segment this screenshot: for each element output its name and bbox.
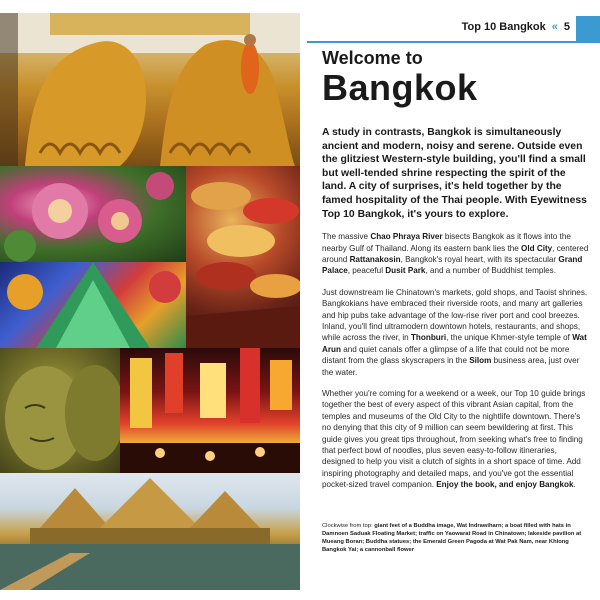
body-paragraph-2: Just downstream lie Chinatown's markets, gold shops, and Taoist shrines. Bangkokians have embraced their riverside roots, and many art galleries and hip pubs take advantage of the low-rise river port and cool breezes. Inland, you'll find ultramodern downtown hotels, restaurants, and shops, while across the river, in Thonburi, the unique Khmer-style temple of Wat Arun and quiet canals offer a glimpse of a life that could not be more distant from the glass skyscrapers in the Silom business area, just over the water.: [322, 287, 588, 377]
bold-place-name: Chao Phraya River: [370, 232, 443, 242]
buddha-feet-illustration: [0, 13, 300, 166]
bold-place-name: Silom: [469, 356, 492, 366]
flower-illustration: [0, 166, 186, 262]
page-header: [462, 21, 570, 33]
lead-paragraph: A study in contrasts, Bangkok is simultaneously ancient and modern, noisy and serene. Outside even the glitziest Western-style building, you'll find a small but well-tended shrine respecting the spirit of the land. A city of surprises, it's held together by the famed hospitality of the Thai people. With Eyewitness Top 10 Bangkok, it's yours to explore.: [322, 127, 587, 220]
pavilion-illustration: [0, 473, 300, 590]
page-number: 5: [563, 21, 570, 33]
body-paragraph-1: The massive Chao Phraya River bisects Bangkok as it flows into the nearby Gulf of Thailand. Along its eastern bank lies the Old City, centered around Rattanakosin, Bangkok's royal heart, with its spectacular Grand Palace, peaceful Dusit Park, and a number of Buddhist temples.: [322, 232, 589, 276]
bold-place-name: Wat Arun: [322, 333, 587, 354]
photo-buddha-statues: [0, 348, 120, 473]
header-accent-bar: [576, 16, 600, 42]
buddha-statues-illustration: [0, 348, 120, 473]
heading-welcome: Welcome to: [322, 48, 423, 68]
article-column: [322, 48, 590, 501]
bold-place-name: Enjoy the book, and enjoy Bangkok: [436, 480, 574, 490]
section-title: Top 10 Bangkok: [461, 21, 546, 33]
pagoda-illustration: [0, 262, 186, 348]
bold-place-name: Thonburi: [410, 333, 447, 343]
hat-boat-illustration: [186, 166, 300, 348]
photo-collage: [0, 13, 300, 590]
photo-caption: Clockwise from top: giant feet of a Buddha image, Wat Indrawiharn; a boat filled with hats in Damnoen Saduak Floating Market; traffic on Yaowarat Road in Chinatown; lakeside pavilion at Mueang Boran; Buddha statues; the Emerald Green Pagoda at Wat Pak Nam, near Khlong Bangkok Yai; a cannonball flower: [322, 523, 582, 553]
photo-yaowarat-road: [120, 348, 300, 473]
photo-buddha-feet: [0, 13, 300, 166]
photo-hat-boat: [186, 166, 300, 348]
heading-city: Bangkok: [322, 67, 478, 108]
bold-place-name: Old City: [521, 243, 553, 253]
photo-lakeside-pavilion: [0, 473, 300, 590]
photo-pagoda-ceiling: [0, 262, 186, 348]
photo-cannonball-flower: [0, 166, 186, 262]
chevron-left-icon: «: [551, 21, 558, 33]
bold-place-name: Dusit Park: [385, 266, 426, 276]
bold-place-name: Grand Palace: [322, 254, 583, 276]
chinatown-signs-illustration: [120, 348, 300, 473]
bold-place-name: giant feet of a Buddha image, Wat Indrawiharn; a boat filled with hats in Damnoen Saduak Floating Market; traffic on Yaowarat Road in Chinatown; lakeside pavilion at Mueang Boran; Buddha statues; the Emerald Green Pagoda at Wat Pak Nam, near Khlong Bangkok Yai; a cannonball flower: [322, 523, 582, 553]
bold-place-name: Rattanakosin: [349, 254, 401, 264]
header-rule: [307, 41, 600, 43]
body-paragraph-3: Whether you're coming for a weekend or a week, our Top 10 guide brings together the best of every aspect of this vibrant Asian capital, from the temples and museums of the Old City to the nightlife downtown. There's no denying that this city of 9 million can seem bewildering at first. This guide gives you great tips throughout, from seeking what's free to finding that perfect bowl of noodles, plus seven easy-to-follow itineraries, designed to help you visit a clutch of sights in a short space of time. Add inspiring photography and detailed maps, and you've got the essential pocket-sized travel companion. Enjoy the book, and enjoy Bangkok.: [322, 389, 586, 490]
